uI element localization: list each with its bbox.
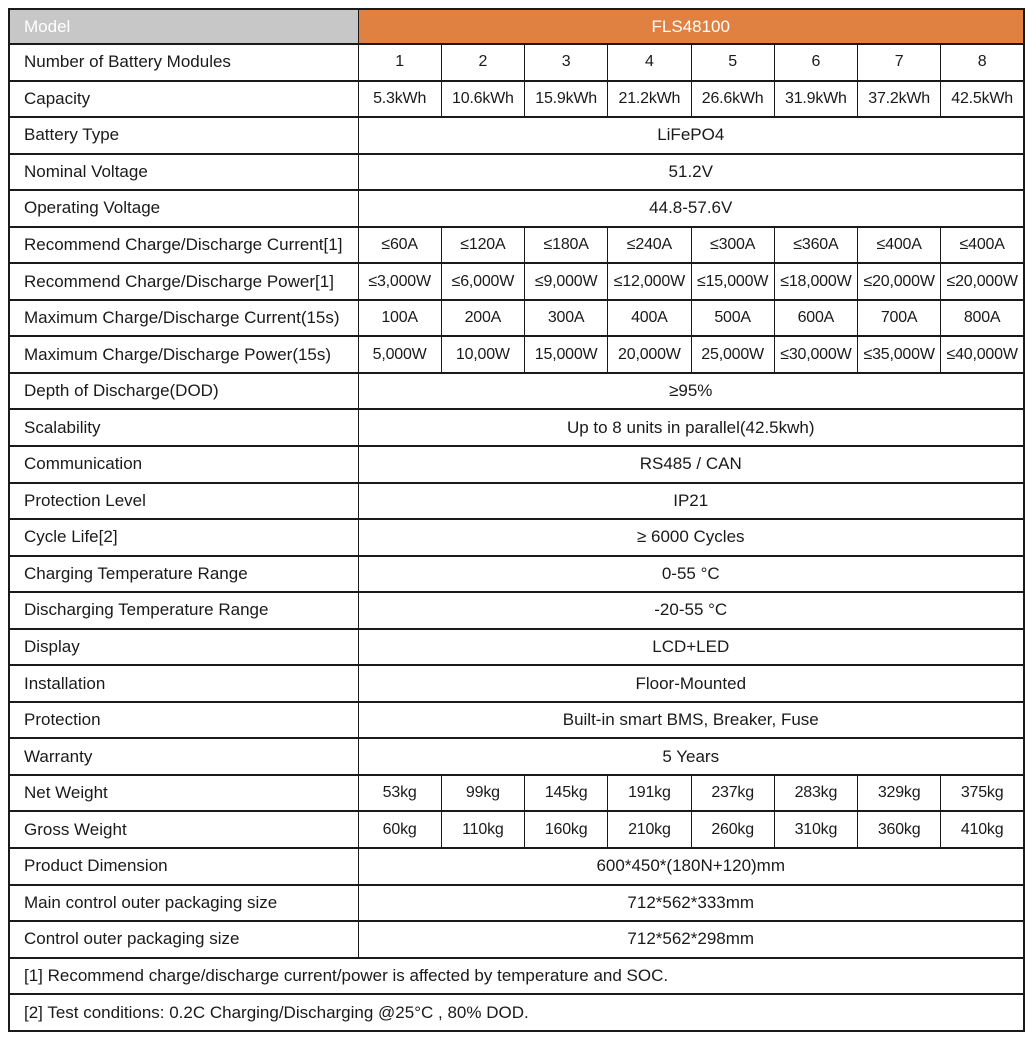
- table-row: [9, 665, 1024, 702]
- row-value: ≤3,000W: [358, 263, 441, 300]
- row-value: 200A: [441, 300, 524, 337]
- row-label: Installation: [9, 665, 358, 702]
- row-value: 25,000W: [691, 336, 774, 373]
- table-row: [9, 556, 1024, 593]
- row-value: ≤400A: [858, 227, 941, 264]
- row-value: 110kg: [441, 811, 524, 848]
- battery-spec-table: [8, 8, 1025, 1032]
- row-value: ≤40,000W: [941, 336, 1024, 373]
- row-label: Cycle Life[2]: [9, 519, 358, 556]
- row-value-merged: 51.2V: [358, 154, 1024, 191]
- row-value: 21.2kWh: [608, 81, 691, 118]
- footnote-row: [9, 994, 1024, 1031]
- table-row: [9, 738, 1024, 775]
- row-value: 400A: [608, 300, 691, 337]
- row-value: ≤400A: [941, 227, 1024, 264]
- row-value: 5.3kWh: [358, 81, 441, 118]
- row-value: 160kg: [525, 811, 608, 848]
- table-row: [9, 811, 1024, 848]
- row-value: 329kg: [858, 775, 941, 812]
- row-value: 2: [441, 44, 524, 81]
- row-value: ≤120A: [441, 227, 524, 264]
- table-row: [9, 848, 1024, 885]
- row-value: ≤180A: [525, 227, 608, 264]
- row-value: ≤240A: [608, 227, 691, 264]
- spec-sheet: [8, 8, 1025, 1032]
- row-value: ≤30,000W: [774, 336, 857, 373]
- row-label: Battery Type: [9, 117, 358, 154]
- row-value: 26.6kWh: [691, 81, 774, 118]
- row-value: 15,000W: [525, 336, 608, 373]
- row-label: Operating Voltage: [9, 190, 358, 227]
- row-value: 20,000W: [608, 336, 691, 373]
- table-row: [9, 885, 1024, 922]
- row-label: Nominal Voltage: [9, 154, 358, 191]
- row-value: 210kg: [608, 811, 691, 848]
- row-label: Net Weight: [9, 775, 358, 812]
- row-label: Protection Level: [9, 483, 358, 520]
- row-value: 100A: [358, 300, 441, 337]
- table-row: [9, 592, 1024, 629]
- table-row: [9, 519, 1024, 556]
- row-label: Main control outer packaging size: [9, 885, 358, 922]
- row-value: 4: [608, 44, 691, 81]
- row-value: 53kg: [358, 775, 441, 812]
- row-value: 800A: [941, 300, 1024, 337]
- row-value: 600A: [774, 300, 857, 337]
- row-value: 700A: [858, 300, 941, 337]
- row-value: ≤300A: [691, 227, 774, 264]
- row-value: ≤360A: [774, 227, 857, 264]
- row-value: 31.9kWh: [774, 81, 857, 118]
- row-value: ≤18,000W: [774, 263, 857, 300]
- row-label: Display: [9, 629, 358, 666]
- row-label: Product Dimension: [9, 848, 358, 885]
- table-row: [9, 300, 1024, 337]
- row-value-merged: 712*562*333mm: [358, 885, 1024, 922]
- row-value: ≤60A: [358, 227, 441, 264]
- row-value: ≤35,000W: [858, 336, 941, 373]
- row-value-merged: ≥95%: [358, 373, 1024, 410]
- row-value-merged: Up to 8 units in parallel(42.5kwh): [358, 409, 1024, 446]
- table-row: [9, 227, 1024, 264]
- row-value: ≤20,000W: [858, 263, 941, 300]
- table-row: [9, 263, 1024, 300]
- footnote-text: [1] Recommend charge/discharge current/power is affected by temperature and SOC.: [9, 958, 1024, 995]
- table-row: [9, 775, 1024, 812]
- row-label: Gross Weight: [9, 811, 358, 848]
- row-value-merged: LCD+LED: [358, 629, 1024, 666]
- row-value: 37.2kWh: [858, 81, 941, 118]
- row-value: 10,00W: [441, 336, 524, 373]
- row-value: 500A: [691, 300, 774, 337]
- row-label: Maximum Charge/Discharge Power(15s): [9, 336, 358, 373]
- row-label: Scalability: [9, 409, 358, 446]
- row-value-merged: 44.8-57.6V: [358, 190, 1024, 227]
- footnote-text: [2] Test conditions: 0.2C Charging/Discharging @25°C , 80% DOD.: [9, 994, 1024, 1031]
- table-row: [9, 702, 1024, 739]
- row-value: 191kg: [608, 775, 691, 812]
- row-label: Maximum Charge/Discharge Current(15s): [9, 300, 358, 337]
- table-row: [9, 190, 1024, 227]
- row-value: 410kg: [941, 811, 1024, 848]
- row-value: 360kg: [858, 811, 941, 848]
- table-row: [9, 373, 1024, 410]
- row-value: 375kg: [941, 775, 1024, 812]
- row-value: ≤12,000W: [608, 263, 691, 300]
- table-row: [9, 81, 1024, 118]
- row-value-merged: ≥ 6000 Cycles: [358, 519, 1024, 556]
- footnote-row: [9, 958, 1024, 995]
- row-value-merged: RS485 / CAN: [358, 446, 1024, 483]
- row-value: ≤9,000W: [525, 263, 608, 300]
- row-value: 300A: [525, 300, 608, 337]
- row-value: 237kg: [691, 775, 774, 812]
- table-row: [9, 117, 1024, 154]
- row-value-merged: 600*450*(180N+120)mm: [358, 848, 1024, 885]
- product-model-name: FLS48100: [358, 9, 1024, 44]
- row-value: 5,000W: [358, 336, 441, 373]
- row-value: 10.6kWh: [441, 81, 524, 118]
- row-value-merged: 0-55 °C: [358, 556, 1024, 593]
- table-row: [9, 44, 1024, 81]
- row-value-merged: 5 Years: [358, 738, 1024, 775]
- row-value: 310kg: [774, 811, 857, 848]
- table-row: [9, 409, 1024, 446]
- row-value-merged: IP21: [358, 483, 1024, 520]
- row-value: 5: [691, 44, 774, 81]
- row-label: Protection: [9, 702, 358, 739]
- model-header-label: Model: [9, 9, 358, 44]
- row-label: Charging Temperature Range: [9, 556, 358, 593]
- row-value: 3: [525, 44, 608, 81]
- row-value: 42.5kWh: [941, 81, 1024, 118]
- row-label: Control outer packaging size: [9, 921, 358, 958]
- row-value: 99kg: [441, 775, 524, 812]
- row-value: 60kg: [358, 811, 441, 848]
- table-row: [9, 154, 1024, 191]
- row-label: Recommend Charge/Discharge Current[1]: [9, 227, 358, 264]
- row-value: 8: [941, 44, 1024, 81]
- row-value: ≤20,000W: [941, 263, 1024, 300]
- row-value-merged: Built-in smart BMS, Breaker, Fuse: [358, 702, 1024, 739]
- row-label: Recommend Charge/Discharge Power[1]: [9, 263, 358, 300]
- row-value: ≤15,000W: [691, 263, 774, 300]
- row-value: ≤6,000W: [441, 263, 524, 300]
- table-row: [9, 446, 1024, 483]
- row-value: 283kg: [774, 775, 857, 812]
- table-row: [9, 921, 1024, 958]
- row-label: Warranty: [9, 738, 358, 775]
- row-label: Capacity: [9, 81, 358, 118]
- row-label: Number of Battery Modules: [9, 44, 358, 81]
- row-value: 15.9kWh: [525, 81, 608, 118]
- table-row: [9, 629, 1024, 666]
- row-label: Depth of Discharge(DOD): [9, 373, 358, 410]
- row-value: 6: [774, 44, 857, 81]
- row-value: 1: [358, 44, 441, 81]
- table-row: [9, 483, 1024, 520]
- row-value: 260kg: [691, 811, 774, 848]
- row-value-merged: Floor-Mounted: [358, 665, 1024, 702]
- row-value-merged: 712*562*298mm: [358, 921, 1024, 958]
- row-label: Communication: [9, 446, 358, 483]
- row-value: 145kg: [525, 775, 608, 812]
- table-header-row: [9, 9, 1024, 44]
- table-row: [9, 336, 1024, 373]
- row-label: Discharging Temperature Range: [9, 592, 358, 629]
- row-value-merged: -20-55 °C: [358, 592, 1024, 629]
- row-value: 7: [858, 44, 941, 81]
- row-value-merged: LiFePO4: [358, 117, 1024, 154]
